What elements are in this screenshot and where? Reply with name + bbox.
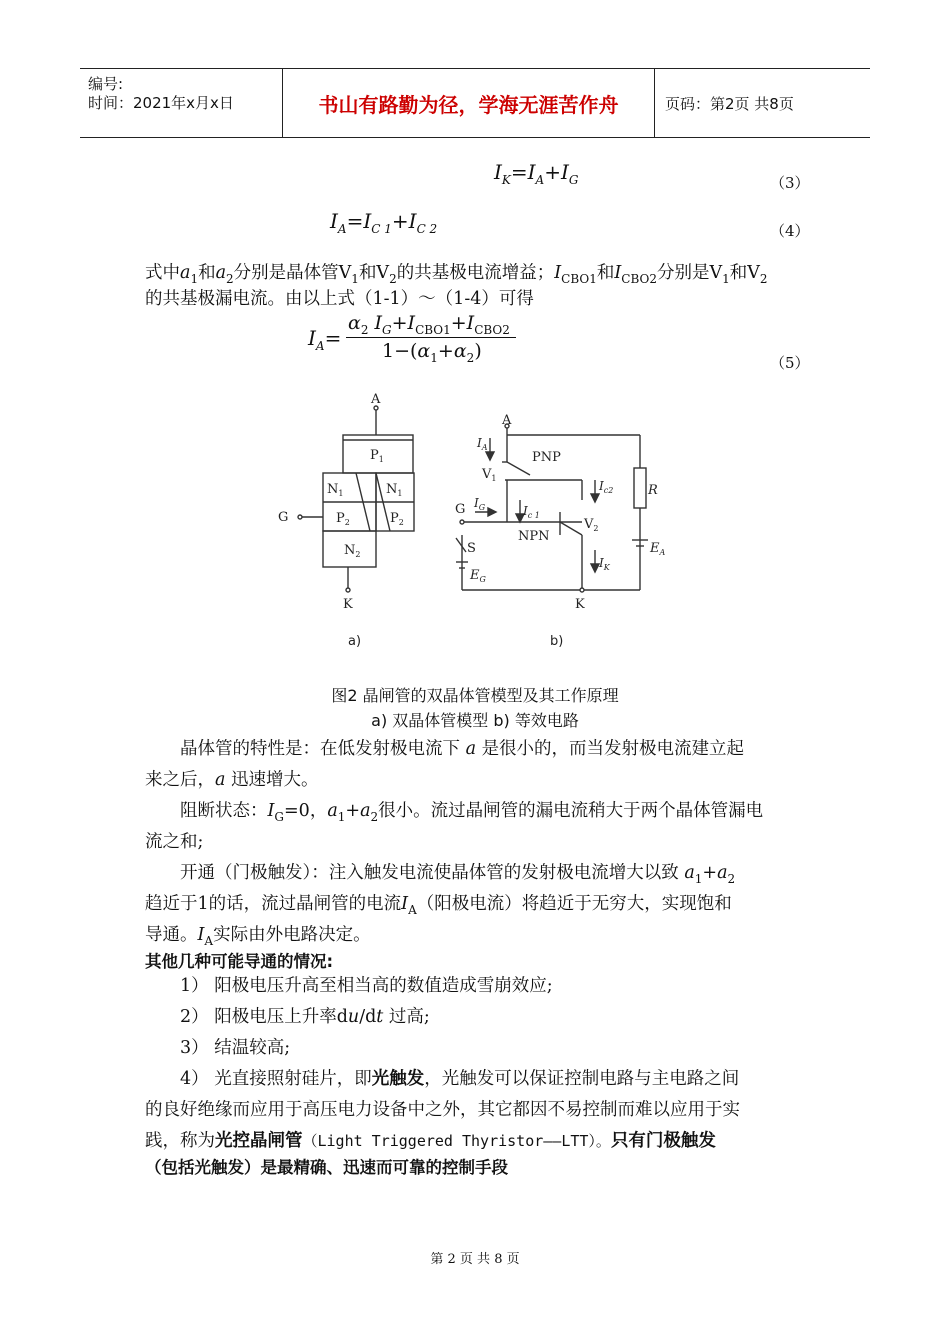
header-page-cell	[655, 69, 870, 137]
fig-label-n1-right: $N_1$	[386, 482, 403, 498]
page-header	[80, 68, 870, 138]
paragraph-blocking-2: 流之和;	[145, 832, 204, 852]
fig-label-ig: $I_G$	[474, 496, 486, 512]
equation-4: $I_A=I_{C 1}+I_{C 2}$	[330, 209, 438, 236]
list-item-2: 2） 阳极电压上升率du/dt 过高;	[180, 1007, 430, 1027]
fig-label-b-anode: A	[502, 413, 512, 428]
paragraph-line: 的共基极漏电流。由以上式（1-1）～（1-4）可得	[145, 289, 534, 309]
fig-label-ik: $I_K$	[599, 556, 610, 572]
header-meta-cell	[80, 69, 283, 137]
fig-label-p2-left: $P_2$	[336, 511, 350, 527]
equation-5-denominator: $1-(\alpha_1+\alpha_2)$	[382, 340, 482, 365]
paragraph-blocking: 阻断状态：$I_G=0$，$a_1+a_2$很小。流过晶闸管的漏电流稍大于两个晶体管漏电	[180, 801, 764, 824]
page-code: 页码：第2页 共8页	[665, 94, 794, 113]
figure-caption-1: 图2 晶闸管的双晶体管模型及其工作原理	[331, 686, 619, 705]
fig-label-a-cathode: K	[343, 597, 353, 612]
list-item-3: 3） 结温较高;	[180, 1038, 291, 1058]
paragraph-turnon-3: 导通。$I_A$实际由外电路决定。	[145, 925, 371, 948]
list-item-4-line3: 践，称为光控晶闸管（Light Triggered Thyristor——LTT）。只有门极触发	[145, 1131, 716, 1151]
fig-label-p1: $P_1$	[370, 448, 384, 464]
list-item-4: 4） 光直接照射硅片，即光触发，光触发可以保证控制电路与主电路之间	[180, 1069, 740, 1089]
paragraph-transistor: 晶体管的特性是：在低发射极电流下 a 是很小的，而当发射极电流建立起	[180, 739, 745, 759]
fig-label-eg: $E_G$	[470, 568, 486, 584]
equation-3: $I_K=I_A+I_G$	[494, 160, 579, 187]
section-heading: 其他几种可能导通的情况:	[145, 952, 334, 971]
paragraph-turnon-2: 趋近于1的话，流过晶闸管的电流$I_A$（阳极电流）将趋近于无穷大，实现饱和	[145, 894, 732, 917]
fig-sub-a: a)	[348, 634, 362, 649]
fig-label-n2: $N_2$	[344, 543, 361, 559]
list-item-1: 1） 阳极电压升高至相当高的数值造成雪崩效应;	[180, 976, 553, 996]
equation-5-number: （5）	[770, 354, 810, 372]
fig-label-a-gate: G	[278, 510, 289, 525]
thyristor-figure	[270, 390, 670, 650]
paragraph-transistor-2: 来之后，a 迅速增大。	[145, 770, 319, 790]
fig-label-a-anode: A	[371, 392, 381, 407]
fig-label-v2: $V_2$	[584, 517, 599, 533]
header-motto-cell	[283, 69, 655, 137]
fig-label-ia: $I_A$	[477, 436, 488, 452]
paragraph-turnon: 开通（门极触发）：注入触发电流使晶体管的发射极电流增大以致 $a_1+a_2$	[180, 863, 736, 886]
fig-label-ic1: $I_{c 1}$	[523, 504, 540, 520]
fig-label-ea: $E_A$	[650, 541, 666, 557]
paragraph-line: 式中$a_1$和$a_2$分别是晶体管$V_1$和$V_2$的共基极电流增益；$I_{CBO1}$和$I_{CBO2}$分别是$V_1$和$V_2$	[145, 263, 768, 286]
fig-label-p2-right: $P_2$	[390, 511, 404, 527]
fig-sub-b: b)	[550, 634, 564, 649]
fig-label-b-gate: G	[455, 502, 466, 517]
fig-label-b-cathode: K	[575, 597, 585, 612]
fig-label-v1: $V_1$	[482, 467, 497, 483]
equation-3-number: （3）	[770, 174, 810, 192]
equation-5-numerator: $\alpha_2$ $I_G+I_{CBO1}+I_{CBO2}$	[348, 312, 510, 337]
fig-label-n1-left: $N_1$	[327, 482, 344, 498]
page-footer: 第 2 页 共 8 页	[430, 1252, 520, 1267]
equation-4-number: （4）	[770, 222, 810, 240]
equation-5-lhs: $I_A=$	[308, 326, 342, 353]
fig-label-ic2: $I_{c2}$	[599, 479, 614, 495]
fig-label-r: R	[648, 483, 658, 498]
resistor-r	[634, 468, 646, 508]
fig-label-pnp: PNP	[532, 450, 561, 465]
list-item-4-line4: （包括光触发）是最精确、迅速而可靠的控制手段	[145, 1158, 508, 1177]
equation-5-fraction-bar	[346, 337, 516, 338]
list-item-4-line2: 的良好绝缘而应用于高压电力设备中之外，其它都因不易控制而难以应用于实	[145, 1100, 740, 1120]
motto: 书山有路勤为径，学海无涯苦作舟	[318, 92, 619, 117]
figure-caption-2: a) 双晶体管模型 b) 等效电路	[371, 711, 579, 730]
fig-label-s: S	[467, 541, 476, 556]
time-label: 时间：2021年x月x日	[88, 94, 234, 112]
fig-label-npn: NPN	[518, 529, 550, 544]
code-label: 编号:	[88, 75, 124, 93]
